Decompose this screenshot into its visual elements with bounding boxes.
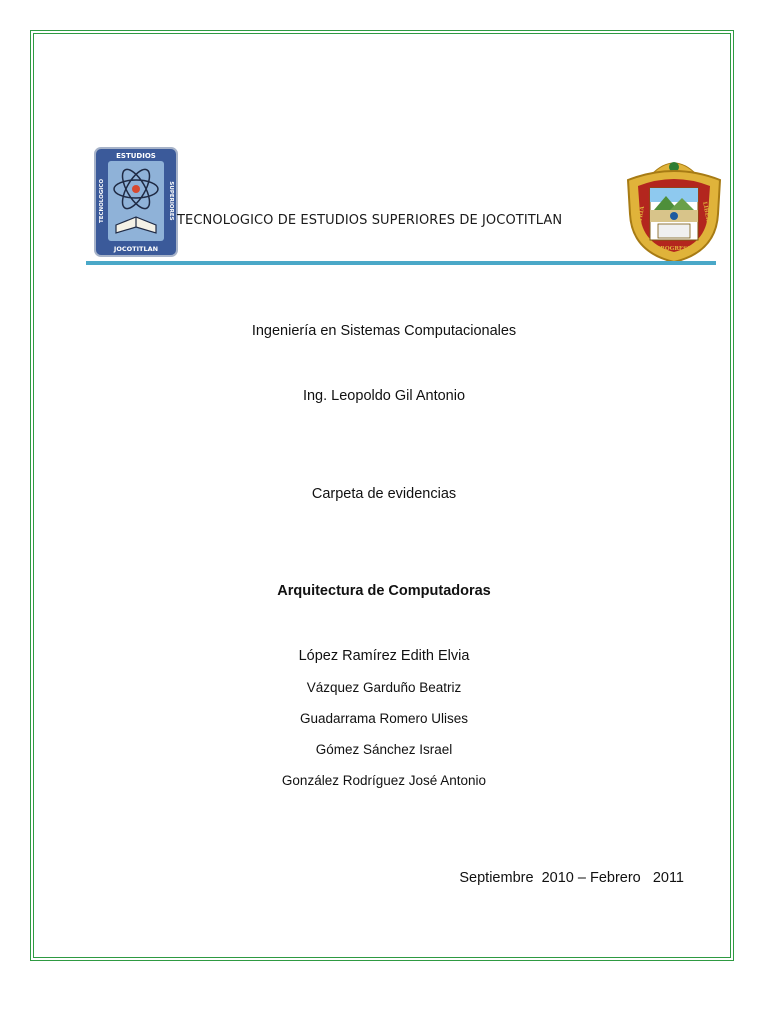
right-logo-left-text: PATRIA: [636, 205, 646, 230]
student-name: Vázquez Garduño Beatriz: [306, 680, 462, 695]
student-name: González Rodríguez José Antonio: [281, 773, 487, 788]
left-logo-top-text: ESTUDIOS: [116, 152, 156, 160]
right-logo-bottom-text: PROGRESO: [656, 246, 692, 252]
left-logo-right-text: SUPERIORES: [168, 181, 174, 221]
institution-name: TECNOLOGICO DE ESTUDIOS SUPERIORES DE JOCOTITLAN: [177, 213, 563, 228]
student-name: Guadarrama Romero Ulises: [299, 711, 469, 726]
left-logo-left-text: TECNOLOGICO: [99, 178, 105, 224]
left-logo-bottom-text: JOCOTITLAN: [113, 245, 159, 253]
student-name: Gómez Sánchez Israel: [315, 742, 453, 757]
document-type: Carpeta de evidencias: [311, 486, 457, 502]
right-logo-right-text: LIBERTAD: [701, 201, 713, 235]
subject-title: Arquitectura de Computadoras: [277, 583, 491, 599]
header-rule: [86, 261, 716, 265]
career-name: Ingeniería en Sistemas Computacionales: [251, 323, 517, 339]
teacher-name: Ing. Leopoldo Gil Antonio: [302, 388, 466, 404]
student-name: López Ramírez Edith Elvia: [298, 648, 470, 664]
academic-period: Septiembre 2010 – Febrero 2011: [459, 870, 684, 886]
estado-de-mexico-coat-of-arms-icon: [622, 154, 726, 266]
tesjo-emblem-icon: [94, 147, 178, 257]
